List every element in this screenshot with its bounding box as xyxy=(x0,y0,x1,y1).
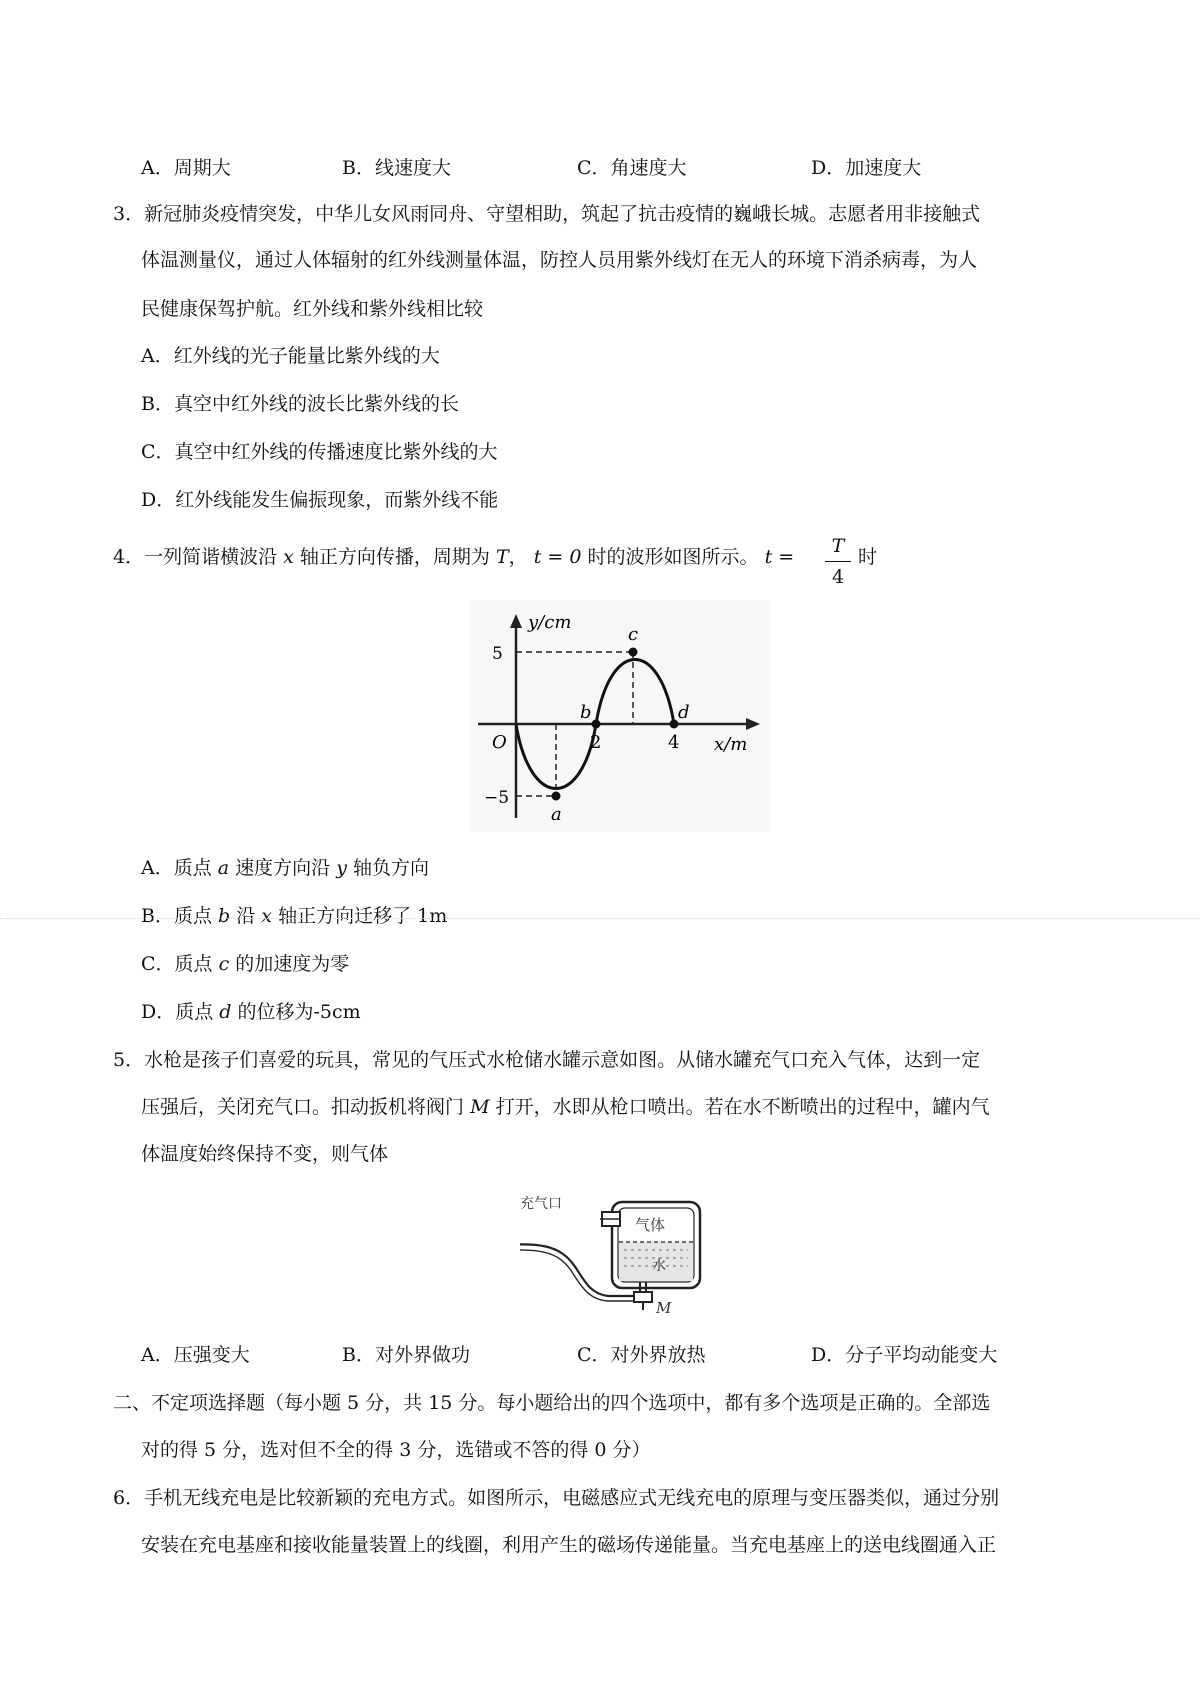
q5-stem-line-2: 压强后，关闭充气口。扣动扳机将阀门 M 打开，水即从枪口喷出。若在水不断喷出的过程中，罐内气 xyxy=(141,1096,990,1118)
y-axis-label: y/cm xyxy=(528,612,572,633)
q3-stem-line-2: 体温测量仪，通过人体辐射的红外线测量体温，防控人员用紫外线灯在无人的环境下消杀病毒，为人 xyxy=(141,249,978,271)
q5-stem-line-3: 体温度始终保持不变，则气体 xyxy=(141,1143,389,1165)
point-a xyxy=(552,792,561,801)
section-2-heading-line-1: 二、不定项选择题（每小题 5 分，共 15 分。每小题给出的四个选项中，都有多个选项是正确的。全部选 xyxy=(113,1392,991,1414)
q3-option-d: D．红外线能发生偏振现象，而紫外线不能 xyxy=(141,489,499,511)
q2-option-d: D．加速度大 xyxy=(811,157,922,179)
origin-label: O xyxy=(492,732,507,753)
label-d: d xyxy=(678,702,690,723)
q2-option-c: C．角速度大 xyxy=(577,157,687,179)
q5-water-tank-figure xyxy=(520,1188,720,1318)
label-b: b xyxy=(580,702,592,723)
label-a: a xyxy=(551,804,562,825)
q5-option-c: C．对外界放热 xyxy=(577,1344,706,1366)
q4-option-c: C．质点 c 的加速度为零 xyxy=(141,953,350,975)
q4-wave-figure xyxy=(470,600,770,832)
q5-option-b: B．对外界做功 xyxy=(342,1344,470,1366)
gas-label: 气体 xyxy=(635,1216,666,1234)
inlet-label: 充气口 xyxy=(520,1196,562,1212)
tick-x-2: 2 xyxy=(590,732,602,753)
q6-stem-line-2: 安装在充电基座和接收能量装置上的线圈，利用产生的磁场传递能量。当充电基座上的送电线圈通入正 xyxy=(141,1534,997,1556)
tick-x-4: 4 xyxy=(668,732,680,753)
q5-option-a: A．压强变大 xyxy=(141,1344,250,1366)
q4-option-d: D．质点 d 的位移为-5cm xyxy=(141,1001,361,1023)
q4-stem-end: 时 xyxy=(858,546,878,568)
q4-option-a: A．质点 a 速度方向沿 y 轴负方向 xyxy=(141,857,430,879)
q5-option-d: D．分子平均动能变大 xyxy=(811,1344,998,1366)
q3-stem-line-1: 3．新冠肺炎疫情突发，中华儿女风雨同舟、守望相助，筑起了抗击疫情的巍峨长城。志愿者用非接触式 xyxy=(113,203,981,225)
q4-stem: 4．一列简谐横波沿 x 轴正方向传播，周期为 T， t = 0 时的波形如图所示。 t = xyxy=(113,546,795,568)
label-c: c xyxy=(628,624,639,645)
point-c xyxy=(629,648,638,657)
q2-option-b: B．线速度大 xyxy=(342,157,451,179)
tick-y-5: 5 xyxy=(492,644,503,664)
x-axis-label: x/m xyxy=(714,734,748,755)
tick-y-neg5: −5 xyxy=(484,788,510,808)
section-2-heading-line-2: 对的得 5 分，选对但不全的得 3 分，选错或不答的得 0 分） xyxy=(141,1439,651,1461)
page-fold-divider xyxy=(0,918,1200,919)
q6-stem-line-1: 6．手机无线充电是比较新颖的充电方式。如图所示，电磁感应式无线充电的原理与变压器类似，通过分别 xyxy=(113,1487,1000,1509)
q3-stem-line-3: 民健康保驾护航。红外线和紫外线相比较 xyxy=(141,298,484,320)
valve-label: M xyxy=(656,1299,672,1317)
q5-stem-line-1: 5．水枪是孩子们喜爱的玩具，常见的气压式水枪储水罐示意如图。从储水罐充气口充入气体，达到一定 xyxy=(113,1049,981,1071)
point-b xyxy=(592,720,601,729)
q3-option-a: A．红外线的光子能量比紫外线的大 xyxy=(141,345,440,367)
water-label: 水 xyxy=(652,1258,666,1274)
q2-option-a: A．周期大 xyxy=(141,157,231,179)
valve-m xyxy=(634,1292,652,1302)
q3-option-b: B．真空中红外线的波长比紫外线的长 xyxy=(141,393,459,415)
q3-option-c: C．真空中红外线的传播速度比紫外线的大 xyxy=(141,441,498,463)
q4-option-b: B．质点 b 沿 x 轴正方向迁移了 1m xyxy=(141,905,448,927)
q4-fraction-t-over-4: T 4 xyxy=(823,533,853,590)
